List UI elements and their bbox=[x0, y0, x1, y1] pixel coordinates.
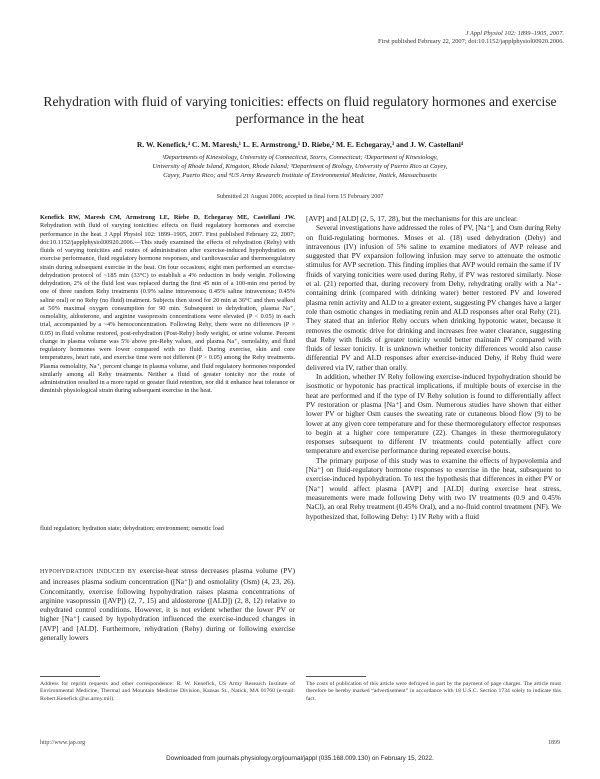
author-list: R. W. Kenefick,⁴ C. M. Maresh,¹ L. E. Armstrong,¹ D. Riebe,² M. E. Echegaray,³ and J. W. Castellani⁴ bbox=[136, 140, 464, 149]
journal-reference: J Appl Physiol 102: 1899–1905, 2007. bbox=[465, 30, 564, 37]
body-paragraph: Several investigations have addressed the roles of PV, [Na⁺], and Osm during Rehy on fluid-regulating hormones. Moses et al. (18) used dehydration (Dehy) and intravenous (IV) infusion of 5% saline to examine mediators of AVP release and suggested that PV expansion following infusion may serve to attenuate the osmotic stimulus for AVP secretion. This finding implies that AVP would remain the same if IV fluids of varying tonicities were used during Rehy, if PV was restored similarly. Nose et al. (21) reported that, during recovery from Dehy, rehydrating orally with a Na⁺-containing drink (compared with drinking water) better restored PV and lowered plasma renin activity and ALD to a greater extent, suggesting PV changes have a larger role than osmotic changes in mediating renin and ALD responses after oral Rehy (21). They stated that an inferior Rehy occurs when drinking hypotonic water, because it removes the osmotic drive for drinking and increases free water clearance, suggesting that Rehy with fluids of greater tonicity would better maintain PV compared with fluids of lesser tonicity. It is unknown whether tonicity differences would also cause differential PV and ALD responses after exercise-induced Dehy, if Rehy fluid were delivered via IV, rather than orally. bbox=[306, 223, 561, 372]
footnote-divider bbox=[306, 676, 366, 677]
abstract-citation-lead: Kenefick RW, Maresh CM, Armstrong LE, Riebe D, Echegaray ME, Castellani JW. bbox=[40, 214, 295, 221]
body-paragraph: The primary purpose of this study was to examine the effects of hypovolemia and [Na⁺] on fluid-regulatory hormone responses to exercise in the heat, subsequent to exercise-induced hypohydration. To test the hypothesis that differences in either PV or [Na⁺] would affect plasma [AVP] and [ALD] during exercise heat stress, measurements were made following Dehy with two IV treatments (0.9 and 0.45% NaCl), an oral Rehy treatment (0.45% Oral), and a no-fluid control treatment (NF). We hypothesized that, following Dehy: 1) IV Rehy with a fluid bbox=[306, 455, 561, 521]
introduction-left bbox=[40, 566, 295, 642]
keywords bbox=[40, 525, 295, 533]
journal-header bbox=[378, 30, 564, 46]
submission-dates: Submitted 21 August 2006; accepted in final form 15 February 2007 bbox=[216, 194, 384, 200]
journal-url[interactable]: http://www.jap.org bbox=[40, 740, 86, 746]
affiliation-line: University of Rhode Island, Kingston, Rhode Island; ³Department of Biology, University of Puerto Rico at Cayey, bbox=[152, 163, 448, 171]
affiliations bbox=[70, 153, 530, 181]
abstract-body: Rehydration with fluid of varying tonicities: effects on fluid regulatory hormones and exercise performance in the heat. J Appl Physiol 102: 1899–1905, 2007. First published February 22, 2007; doi:10.1152/japplphysiol00920.2006.—This study examined the effects of rehydration (Rehy) with fluids of varying tonicities and routes of administration after exercise-induced hypohydration on exercise performance, fluid regulatory hormone responses, and cardiovascular and thermoregulatory strain during subsequent exercise in the heat. On four occasions, eight men performed an exercise-dehydration protocol of ~185 min (33°C) to establish a 4% reduction in body weight. Following dehydration, 2% of the fluid lost was replaced during the first 45 min of a 100-min rest period by one of three random Rehy treatments (0.9% saline intravenous; 0.45% saline intravenous; 0.45% saline oral) or no Rehy (no fluid) treatment. Subjects then stood for 20 min at 36°C and then walked at 50% maximal oxygen consumption for 90 min. Subsequent to dehydration, plasma Na⁺, osmolality, aldosterone, and arginine vasopressin concentrations were elevated (P < 0.05) in each trial, accompanied by a ~4% hemoconcentration. Following Rehy, there were no differences (P > 0.05) in fluid volume restored, post-rehydration (Post-Rehy) body weight, or urine volume. Percent change in plasma volume was 5% above pre-Rehy values, and plasma Na⁺, osmolality, and fluid regulatory hormones were lower compared with no fluid. During exercise, skin and core temperatures, heart rate, and exercise time were not different (P > 0.05) among the Rehy treatments. Plasma osmolality, Na⁺, percent change in plasma volume, and fluid regulatory hormones responded similarly among all Rehy treatments. Neither a fluid of greater tonicity nor the route of administration resulted in a more rapid or greater fluid retention, nor did it enhance heat tolerance or diminish physiological strain during subsequent exercise in the heat. bbox=[40, 222, 295, 395]
keywords-text: fluid regulation; hydration state; dehydration; environment; osmotic load bbox=[40, 525, 224, 532]
page-number: 1899 bbox=[548, 740, 560, 746]
correspondence-footnote: Address for reprint requests and other correspondence: R. W. Kenefick, US Army Research Institute of Environmental Medicine, Thermal and Mountain Medicine Division, Kansas St., Natick, MA 01760 (e-mail: Robert.Kenefick @us.army.mil). bbox=[40, 681, 295, 702]
footnote-divider bbox=[40, 676, 100, 677]
body-paragraph: [AVP] and [ALD] (2, 5, 17, 28), but the mechanisms for this are unclear. bbox=[306, 214, 518, 223]
affiliation-line: ¹Departments of Kinesiology, University of Connecticut, Storrs, Connecticut; ²Department of Kinesiology, bbox=[162, 154, 438, 161]
intro-paragraph: exercise-heat stress decreases plasma volume (PV) and increases plasma sodium concentration ([Na⁺]) and osmolality (Osm) (4, 23, 26). Concomitantly, exercise following hypohydration raises plasma concentrations of arginine vasopressin ([AVP]) (2, 7, 15) and aldosterone ([ALD]) (2, 8, 12) relative to euhydrated control conditions. However, it is not evident whether the lower PV or higher [Na⁺] caused by hypohydration influenced the exercise-induced changes in [AVP] and [ALD]. Furthermore, rehydration (Rehy) during or following exercise generally lowers bbox=[40, 566, 295, 643]
intro-smallcaps-lead: HYPOHYDRATION INDUCED BY bbox=[40, 569, 137, 575]
introduction-right bbox=[306, 214, 561, 521]
publication-cost-footnote: The costs of publication of this article were defrayed in part by the payment of page charges. The article must therefore be hereby marked “advertisement” in accordance with 18 U.S.C. Section 1734 solely to indicate this fact. bbox=[306, 681, 561, 702]
first-published-line: First published February 22, 2007; doi:10.1152/japplphysiol00920.2006. bbox=[378, 38, 564, 45]
download-note: Downloaded from journals.physiology.org/journal/jappl (035.168.009.130) on February 15, 2022. bbox=[166, 755, 434, 762]
abstract bbox=[40, 214, 295, 396]
body-paragraph: In addition, whether IV Rehy following exercise-induced hypohydration should be isosmotic or hypotonic has practical implications, if multiple bouts of exercise in the heat are performed and if the type of IV Rehy solution is found to differentially affect PV restoration or plasma [Na⁺] and Osm. Numerous studies have shown that either lower PV or higher Osm causes the sweating rate or cutaneous blood flow (9) to be lower at any given core temperature and for these thermoregulatory effector responses to begin at a higher core temperature (22). Changes in these thermoregulatory responses subsequent to different IV treatments could potentially affect core temperature and exercise performance during repeated exercise bouts. bbox=[306, 372, 561, 456]
affiliation-line: Cayey, Puerto Rico; and ⁴US Army Research Institute of Environmental Medicine, Natick, Massachusetts bbox=[163, 172, 437, 180]
article-title: Rehydration with fluid of varying tonicities: effects on fluid regulatory hormones and exercise performance in the heat bbox=[43, 94, 557, 126]
